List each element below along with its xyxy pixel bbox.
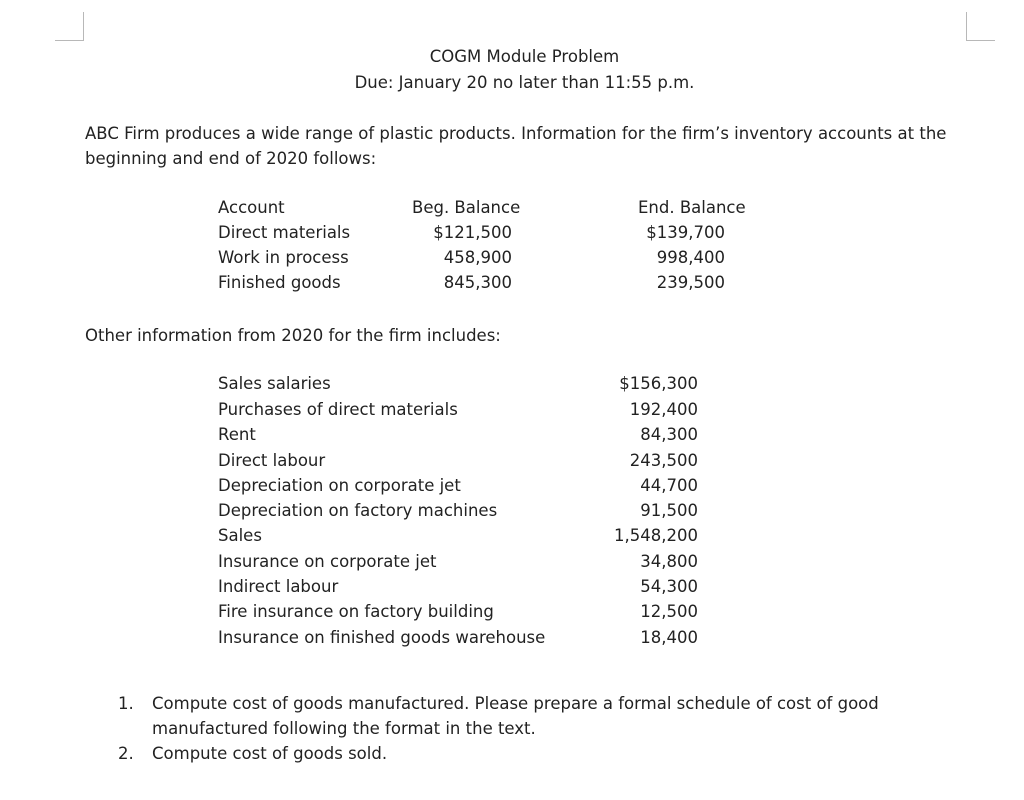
inventory-end-cell: $139,700 bbox=[646, 223, 725, 242]
inventory-end-cell: 998,400 bbox=[656, 248, 725, 267]
other-info-label: Sales bbox=[218, 526, 262, 545]
other-info-label: Fire insurance on factory building bbox=[218, 602, 494, 621]
other-info-value: 44,700 bbox=[640, 476, 698, 495]
inventory-header-end-balance: End. Balance bbox=[638, 198, 746, 217]
other-info-value: 1,548,200 bbox=[614, 526, 698, 545]
document-title: COGM Module Problem bbox=[429, 47, 620, 66]
other-info-label: Rent bbox=[218, 425, 256, 444]
other-info-value: 54,300 bbox=[640, 577, 698, 596]
other-info-label: Depreciation on factory machines bbox=[218, 501, 498, 520]
inventory-header-beg-balance: Beg. Balance bbox=[412, 198, 521, 217]
other-info-value: 192,400 bbox=[629, 399, 698, 419]
other-info-label: Purchases of direct materials bbox=[218, 399, 458, 419]
inventory-beg-cell: 845,300 bbox=[443, 273, 512, 292]
inventory-account-cell: Work in process bbox=[218, 248, 349, 267]
intro-paragraph: ABC Firm produces a wide range of plastic products. Information for the firm’s inventory accounts at the beginning and end of 2020 follows: bbox=[85, 124, 947, 168]
other-info-value: 12,500 bbox=[640, 602, 698, 621]
question-number: 1. bbox=[118, 694, 134, 713]
due-date: Due: January 20 no later than 11:55 p.m. bbox=[354, 73, 695, 92]
other-info-label: Depreciation on corporate jet bbox=[218, 476, 461, 495]
other-info-value: $156,300 bbox=[619, 374, 698, 393]
inventory-account-cell: Direct materials bbox=[218, 223, 351, 242]
other-info-value: 91,500 bbox=[640, 501, 698, 520]
page-corner-mark-top-right bbox=[966, 12, 995, 41]
other-info-intro: Other information from 2020 for the firm includes: bbox=[85, 326, 501, 345]
other-info-label: Direct labour bbox=[218, 450, 326, 470]
inventory-header-account: Account bbox=[218, 198, 285, 217]
other-info-label: Sales salaries bbox=[218, 374, 331, 393]
inventory-beg-cell: $121,500 bbox=[433, 223, 512, 242]
other-info-value: 84,300 bbox=[640, 425, 698, 444]
inventory-account-cell: Finished goods bbox=[218, 273, 341, 292]
other-info-label: Insurance on finished goods warehouse bbox=[218, 627, 546, 647]
questions-list bbox=[118, 691, 918, 766]
question-item bbox=[118, 741, 918, 766]
other-info-value: 18,400 bbox=[640, 627, 698, 647]
question-text: Compute cost of goods manufactured. Please prepare a formal schedule of cost of good manufactured following the format in the text. bbox=[152, 694, 879, 738]
other-info-label: Insurance on corporate jet bbox=[218, 551, 437, 571]
inventory-beg-cell: 458,900 bbox=[443, 248, 512, 267]
other-info-value: 243,500 bbox=[629, 450, 698, 470]
question-text: Compute cost of goods sold. bbox=[152, 744, 388, 763]
page-corner-mark-top-left bbox=[55, 12, 84, 41]
inventory-end-cell: 239,500 bbox=[656, 273, 725, 292]
other-info-label: Indirect labour bbox=[218, 577, 339, 596]
other-info-value: 34,800 bbox=[640, 551, 698, 571]
question-number: 2. bbox=[118, 744, 134, 763]
question-item bbox=[118, 691, 918, 741]
